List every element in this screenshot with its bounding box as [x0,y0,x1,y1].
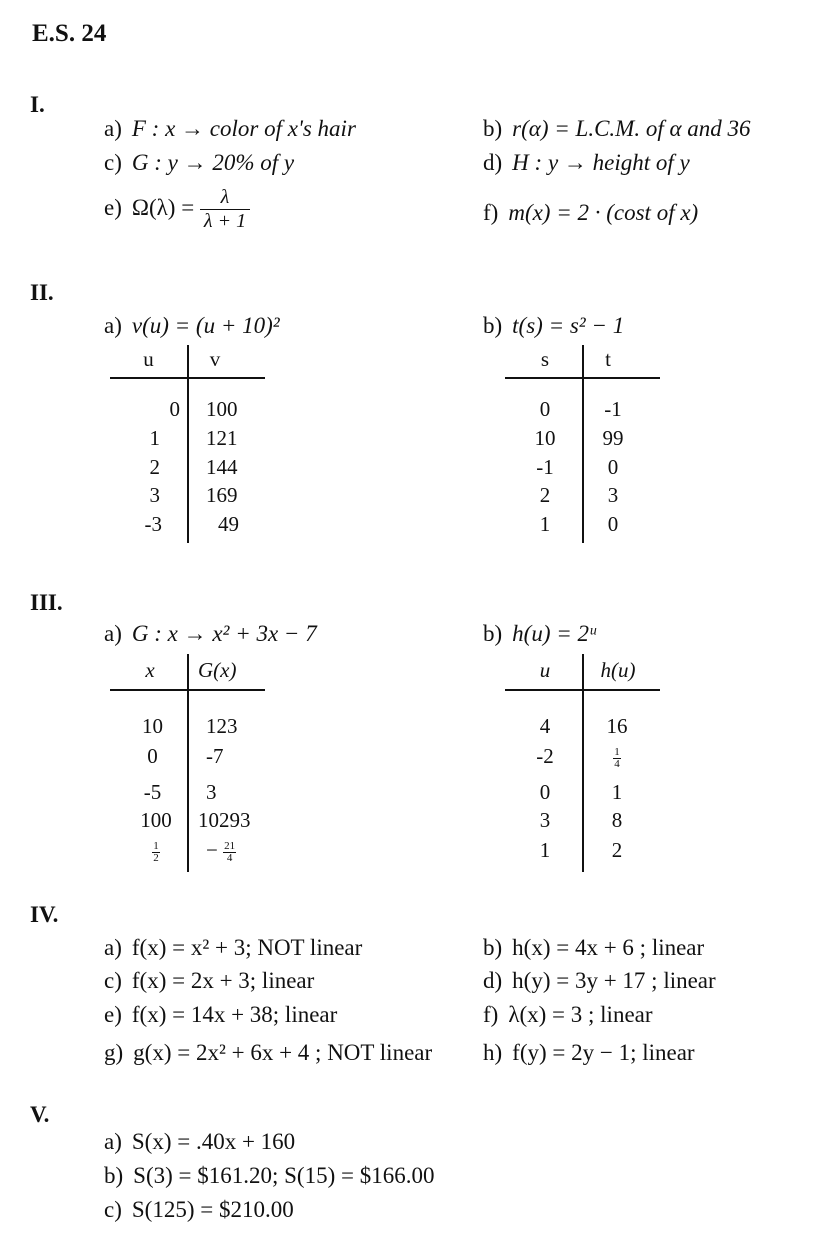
table-cell: 0 [539,780,551,804]
table-cell: 0 [607,455,619,479]
item-label: c) [104,1197,122,1222]
table-divider [187,345,189,543]
table-cell: 2 [611,838,623,862]
item-label: c) [104,150,122,175]
item-text: h(y) = 3y + 17 ; linear [512,968,716,993]
table-cell: 0 [539,397,551,421]
table-cell: 3 [149,483,160,507]
table-cell: -2 [536,744,554,768]
section-i-heading: I. [30,92,45,117]
item-v-b [104,1163,434,1189]
table-divider [582,654,584,872]
fraction-numerator: 21 [224,839,236,852]
item-label: c) [104,968,122,993]
table-cell [138,838,174,864]
item-iv-c [104,968,314,994]
table-cell: 16 [606,714,628,738]
item-text: f(x) = 14x + 38; linear [131,1002,338,1027]
function-table-ii-b [505,345,660,545]
table-cell: 49 [218,512,239,536]
fraction [200,186,250,233]
table-cell: 100 [206,397,238,421]
table-cell: -1 [604,397,622,421]
table-divider [582,345,584,543]
table-cell: 169 [206,483,238,507]
item-text: f(y) = 2y − 1; linear [512,1040,695,1065]
table-cell: 0 [169,397,180,421]
table-rule [505,377,660,379]
item-ii-b [483,313,624,339]
fraction-denominator: λ + 1 [203,210,247,232]
item-label: e) [104,1002,122,1027]
fraction [152,841,160,864]
item-text: S(x) = .40x + 160 [131,1129,296,1154]
item-text: r(α) = L.C.M. of α and 36 [512,116,751,141]
item-iv-b [483,935,704,961]
table-header-left: u [143,347,154,371]
item-label: a) [104,935,122,960]
item-text: λ(x) = 3 ; linear [508,1002,653,1027]
item-i-d [483,150,690,176]
fraction-numerator: 1 [153,839,159,852]
page-title: E.S. 24 [32,20,107,47]
table-header-left: x [145,658,155,682]
table-cell: 121 [206,426,238,450]
table-cell: 144 [206,455,238,479]
table-cell: 8 [611,808,623,832]
item-i-f [483,200,698,226]
table-header-right: v [209,347,221,371]
item-text: h(x) = 4x + 6 ; linear [512,935,705,960]
item-ii-a [104,313,280,339]
item-label: b) [483,313,503,338]
table-cell [597,744,637,770]
item-text: F : x → color of x's hair [131,116,356,141]
item-iv-f [483,1002,653,1028]
table-rule [505,689,660,691]
table-cell: 1 [539,838,551,862]
table-cell: 123 [206,714,238,738]
item-label: d) [483,150,503,175]
table-cell: 1 [149,426,160,450]
fraction-denominator: 4 [614,757,620,770]
item-text: G : y → 20% of y [131,150,295,175]
item-label: b) [483,116,503,141]
table-cell: 0 [147,744,158,768]
function-table-iii-b [505,654,660,874]
table-cell [206,838,236,864]
item-label: a) [104,116,122,141]
table-cell: 10293 [198,808,251,832]
item-label: f) [483,200,499,225]
item-text: H : y → height of y [512,150,690,175]
item-text: m(x) = 2 · (cost of x) [508,200,699,225]
table-cell: 3 [206,780,217,804]
item-label: a) [104,1129,122,1154]
table-cell: 10 [142,714,163,738]
item-text: h(u) = 2ᵘ [512,621,596,646]
table-cell: -7 [206,744,224,768]
item-label: b) [483,935,503,960]
table-cell: 3 [539,808,551,832]
section-iii-heading: III. [30,590,63,615]
table-header-right: G(x) [198,658,237,682]
item-text: S(3) = $161.20; S(15) = $166.00 [133,1163,435,1188]
item-v-c [104,1197,294,1223]
item-label: a) [104,313,122,338]
item-label: a) [104,621,122,646]
item-label: e) [104,194,122,220]
table-rule [110,377,265,379]
table-cell: 2 [539,483,551,507]
table-cell: 2 [149,455,160,479]
table-header-left: u [539,658,551,682]
item-i-b [483,116,751,142]
item-text: S(125) = $210.00 [131,1197,294,1222]
table-cell: 0 [607,512,619,536]
fraction [223,841,236,864]
item-text: Ω(λ) = [131,194,195,220]
item-text: f(x) = 2x + 3; linear [131,968,315,993]
fraction [613,747,621,770]
table-cell: 100 [140,808,172,832]
item-i-a [104,116,356,142]
item-iv-e [104,1002,337,1028]
fraction-numerator: λ [200,186,250,210]
table-cell: 1 [539,512,551,536]
item-i-e [104,186,250,233]
fraction-denominator: 2 [153,851,159,864]
table-header-right: t [605,347,611,371]
item-iii-b [483,621,596,647]
minus-sign: − [206,838,218,862]
fraction-numerator: 1 [614,745,620,758]
item-i-c [104,150,294,176]
item-label: f) [483,1002,499,1027]
section-iv-heading: IV. [30,902,59,927]
table-cell: -5 [143,780,162,804]
item-v-a [104,1129,295,1155]
item-iv-a [104,935,362,961]
fraction-denominator: 4 [226,851,233,864]
item-iii-a [104,621,317,647]
table-header-left: s [540,347,550,371]
item-label: d) [483,968,503,993]
function-table-iii-a [110,654,265,874]
section-v-heading: V. [30,1102,50,1127]
table-cell: 1 [611,780,623,804]
item-label: g) [104,1040,124,1065]
table-header-right: h(u) [600,658,636,682]
table-rule [110,689,265,691]
item-text: G : x → x² + 3x − 7 [131,621,317,646]
table-cell: 10 [534,426,556,450]
item-text: f(x) = x² + 3; NOT linear [131,935,363,960]
item-iv-h [483,1040,695,1066]
function-table-ii-a [110,345,265,545]
item-text: t(s) = s² − 1 [512,313,625,338]
table-divider [187,654,189,872]
item-label: b) [104,1163,124,1188]
item-text: g(x) = 2x² + 6x + 4 ; NOT linear [133,1040,433,1065]
item-iv-g [104,1040,432,1066]
table-cell: 4 [539,714,551,738]
table-cell: -3 [144,512,162,536]
item-label: b) [483,621,503,646]
item-iv-d [483,968,716,994]
section-ii-heading: II. [30,280,54,305]
table-cell: 3 [607,483,619,507]
table-cell: 99 [602,426,624,450]
table-cell: -1 [536,455,554,479]
item-label: h) [483,1040,503,1065]
item-text: v(u) = (u + 10)² [131,313,280,338]
